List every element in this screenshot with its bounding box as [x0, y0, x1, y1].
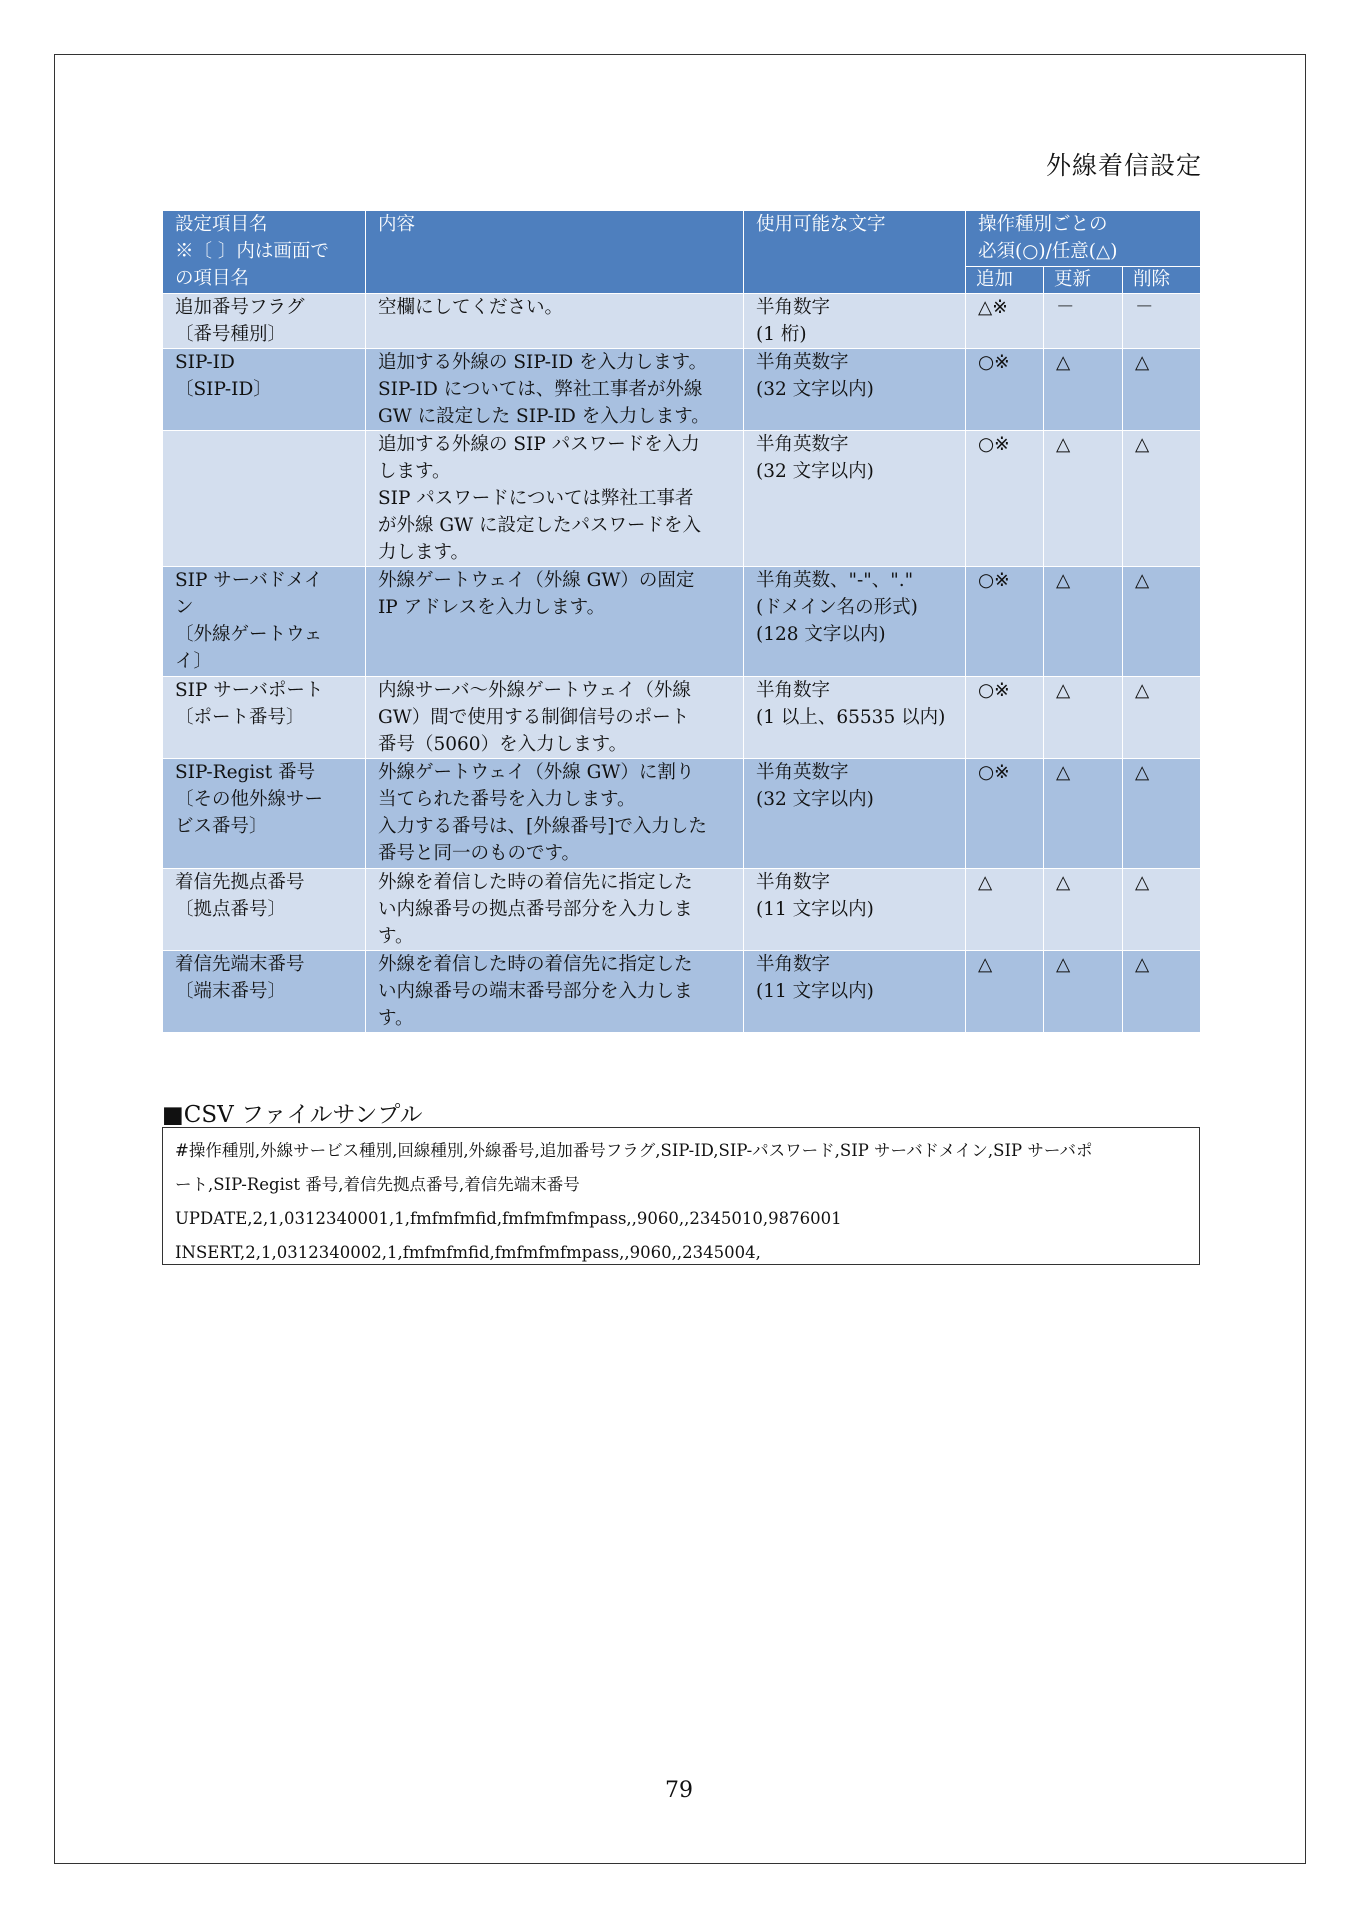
cell-line: ビス番号〕: [175, 816, 268, 837]
cell-delete: △: [1123, 431, 1201, 567]
cell-content: [366, 869, 744, 951]
cell-line: 半角英数字: [756, 434, 849, 455]
cell-add: ○※: [966, 759, 1044, 869]
cell-content: [366, 759, 744, 869]
cell-line: 外線ゲートウェイ（外線 GW）の固定: [378, 570, 695, 591]
table-row: [163, 677, 1201, 759]
cell-usable-chars: [744, 869, 966, 951]
cell-line: (1 以上、65535 以内): [756, 707, 946, 728]
cell-usable-chars: [744, 431, 966, 567]
cell-line: (1 桁): [756, 324, 807, 345]
header-update: 更新: [1044, 267, 1123, 294]
cell-line: SIP サーバポート: [175, 680, 324, 701]
cell-usable-chars: [744, 677, 966, 759]
cell-line: GW）間で使用する制御信号のポート: [378, 707, 690, 728]
cell-line: 〔端末番号〕: [175, 981, 287, 1002]
cell-update: △: [1044, 759, 1123, 869]
cell-usable-chars: [744, 349, 966, 431]
cell-line: します。: [378, 461, 451, 482]
cell-line: 半角数字: [756, 872, 831, 893]
cell-item-name: [163, 951, 366, 1033]
cell-add: ○※: [966, 567, 1044, 677]
cell-delete: △: [1123, 567, 1201, 677]
header-operation-type: 操作種別ごとの 必須(○)/任意(△): [966, 211, 1201, 267]
cell-line: 空欄にしてください。: [378, 297, 564, 318]
cell-line: 外線を着信した時の着信先に指定した: [378, 954, 693, 975]
cell-delete: －: [1123, 294, 1201, 349]
cell-line: す。: [378, 1008, 414, 1029]
cell-add: △: [966, 869, 1044, 951]
cell-content: [366, 294, 744, 349]
cell-line: 外線を着信した時の着信先に指定した: [378, 872, 693, 893]
cell-delete: △: [1123, 869, 1201, 951]
cell-line: 番号（5060）を入力します。: [378, 734, 628, 755]
cell-update: △: [1044, 677, 1123, 759]
table-row: [163, 294, 1201, 349]
cell-update: △: [1044, 431, 1123, 567]
cell-line: 番号と同一のものです。: [378, 843, 581, 864]
cell-line: 外線ゲートウェイ（外線 GW）に割り: [378, 762, 695, 783]
cell-line: 追加番号フラグ: [175, 297, 305, 318]
cell-add: ○※: [966, 431, 1044, 567]
cell-line: (32 文字以内): [756, 461, 874, 482]
cell-usable-chars: [744, 759, 966, 869]
cell-line: (11 文字以内): [756, 899, 874, 920]
cell-line: (32 文字以内): [756, 789, 874, 810]
cell-usable-chars: [744, 567, 966, 677]
cell-item-name: [163, 431, 366, 567]
cell-line: SIP-Regist 番号: [175, 762, 316, 783]
cell-add: △: [966, 951, 1044, 1033]
cell-delete: △: [1123, 677, 1201, 759]
table-row: [163, 431, 1201, 567]
cell-content: [366, 677, 744, 759]
cell-line: す。: [378, 926, 414, 947]
cell-line: 〔SIP-ID〕: [175, 379, 272, 400]
cell-line: い内線番号の拠点番号部分を入力しま: [378, 899, 693, 920]
cell-line: 力します。: [378, 542, 470, 563]
header-usable-chars: 使用可能な文字: [744, 211, 966, 294]
cell-line: SIP サーバドメイ: [175, 570, 323, 591]
cell-update: △: [1044, 349, 1123, 431]
table-row: [163, 349, 1201, 431]
cell-line: 当てられた番号を入力します。: [378, 789, 636, 810]
cell-line: SIP-ID: [175, 352, 235, 373]
settings-table: [162, 210, 1201, 1033]
cell-line: 〔ポート番号〕: [175, 707, 305, 728]
cell-content: [366, 951, 744, 1033]
cell-line: 半角英数字: [756, 762, 849, 783]
csv-line: UPDATE,2,1,0312340001,1,fmfmfmfid,fmfmfmfmpass,,9060,,2345010,9876001: [175, 1209, 842, 1228]
cell-usable-chars: [744, 294, 966, 349]
header-item-name: 設定項目名 ※〔 〕内は画面で の項目名: [163, 211, 366, 294]
page-title: 外線着信設定: [1045, 151, 1202, 180]
cell-line: 〔拠点番号〕: [175, 899, 287, 920]
cell-item-name: [163, 759, 366, 869]
cell-line: 〔外線ゲートウェ: [175, 624, 323, 645]
cell-delete: △: [1123, 951, 1201, 1033]
cell-line: SIP-ID については、弊社工事者が外線: [378, 379, 703, 400]
cell-line: ン: [175, 597, 194, 618]
header-content: 内容: [366, 211, 744, 294]
settings-table-body: [163, 294, 1201, 1033]
cell-item-name: [163, 677, 366, 759]
csv-line: #操作種別,外線サービス種別,回線種別,外線番号,追加番号フラグ,SIP-ID,SIP-パスワード,SIP サーバドメイン,SIP サーバポ: [175, 1141, 1093, 1160]
cell-content: [366, 349, 744, 431]
csv-line: INSERT,2,1,0312340002,1,fmfmfmfid,fmfmfmfmpass,,9060,,2345004,: [175, 1243, 761, 1262]
page-number: 79: [665, 1778, 693, 1803]
cell-add: ○※: [966, 349, 1044, 431]
cell-delete: △: [1123, 349, 1201, 431]
csv-sample-heading: ■CSV ファイルサンプル: [162, 1102, 423, 1128]
cell-item-name: [163, 349, 366, 431]
cell-line: SIP パスワードについては弊社工事者: [378, 488, 694, 509]
cell-line: が外線 GW に設定したパスワードを入: [378, 515, 702, 536]
cell-line: (11 文字以内): [756, 981, 874, 1002]
cell-item-name: [163, 294, 366, 349]
cell-line: 半角数字: [756, 954, 831, 975]
cell-line: 半角英数、"-"、".": [756, 570, 914, 591]
cell-line: (ドメイン名の形式): [756, 597, 918, 618]
cell-delete: △: [1123, 759, 1201, 869]
cell-line: 着信先端末番号: [175, 954, 305, 975]
cell-line: 入力する番号は、[外線番号]で入力した: [378, 816, 707, 837]
cell-add: △※: [966, 294, 1044, 349]
cell-line: 〔その他外線サー: [175, 789, 324, 810]
table-row: [163, 951, 1201, 1033]
cell-usable-chars: [744, 951, 966, 1033]
cell-update: －: [1044, 294, 1123, 349]
csv-sample-box: [162, 1127, 1200, 1265]
cell-line: GW に設定した SIP-ID を入力します。: [378, 406, 710, 427]
cell-content: [366, 431, 744, 567]
cell-line: い内線番号の端末番号部分を入力しま: [378, 981, 693, 1002]
table-row: [163, 567, 1201, 677]
header-add: 追加: [966, 267, 1044, 294]
cell-update: △: [1044, 869, 1123, 951]
cell-update: △: [1044, 951, 1123, 1033]
cell-add: ○※: [966, 677, 1044, 759]
cell-line: 半角数字: [756, 297, 831, 318]
cell-item-name: [163, 567, 366, 677]
table-row: [163, 759, 1201, 869]
cell-line: 内線サーバ～外線ゲートウェイ（外線: [378, 680, 691, 701]
cell-item-name: [163, 869, 366, 951]
header-delete: 削除: [1123, 267, 1201, 294]
cell-line: イ〕: [175, 651, 213, 672]
cell-line: 着信先拠点番号: [175, 872, 305, 893]
table-row: [163, 869, 1201, 951]
cell-line: 追加する外線の SIP-ID を入力します。: [378, 352, 708, 373]
cell-line: 半角英数字: [756, 352, 849, 373]
csv-line: ート,SIP-Regist 番号,着信先拠点番号,着信先端末番号: [175, 1175, 580, 1194]
cell-content: [366, 567, 744, 677]
cell-line: 追加する外線の SIP パスワードを入力: [378, 434, 700, 455]
cell-line: 半角数字: [756, 680, 831, 701]
cell-line: IP アドレスを入力します。: [378, 597, 606, 618]
cell-update: △: [1044, 567, 1123, 677]
cell-line: (128 文字以内): [756, 624, 886, 645]
cell-line: 〔番号種別〕: [175, 324, 287, 345]
cell-line: (32 文字以内): [756, 379, 874, 400]
